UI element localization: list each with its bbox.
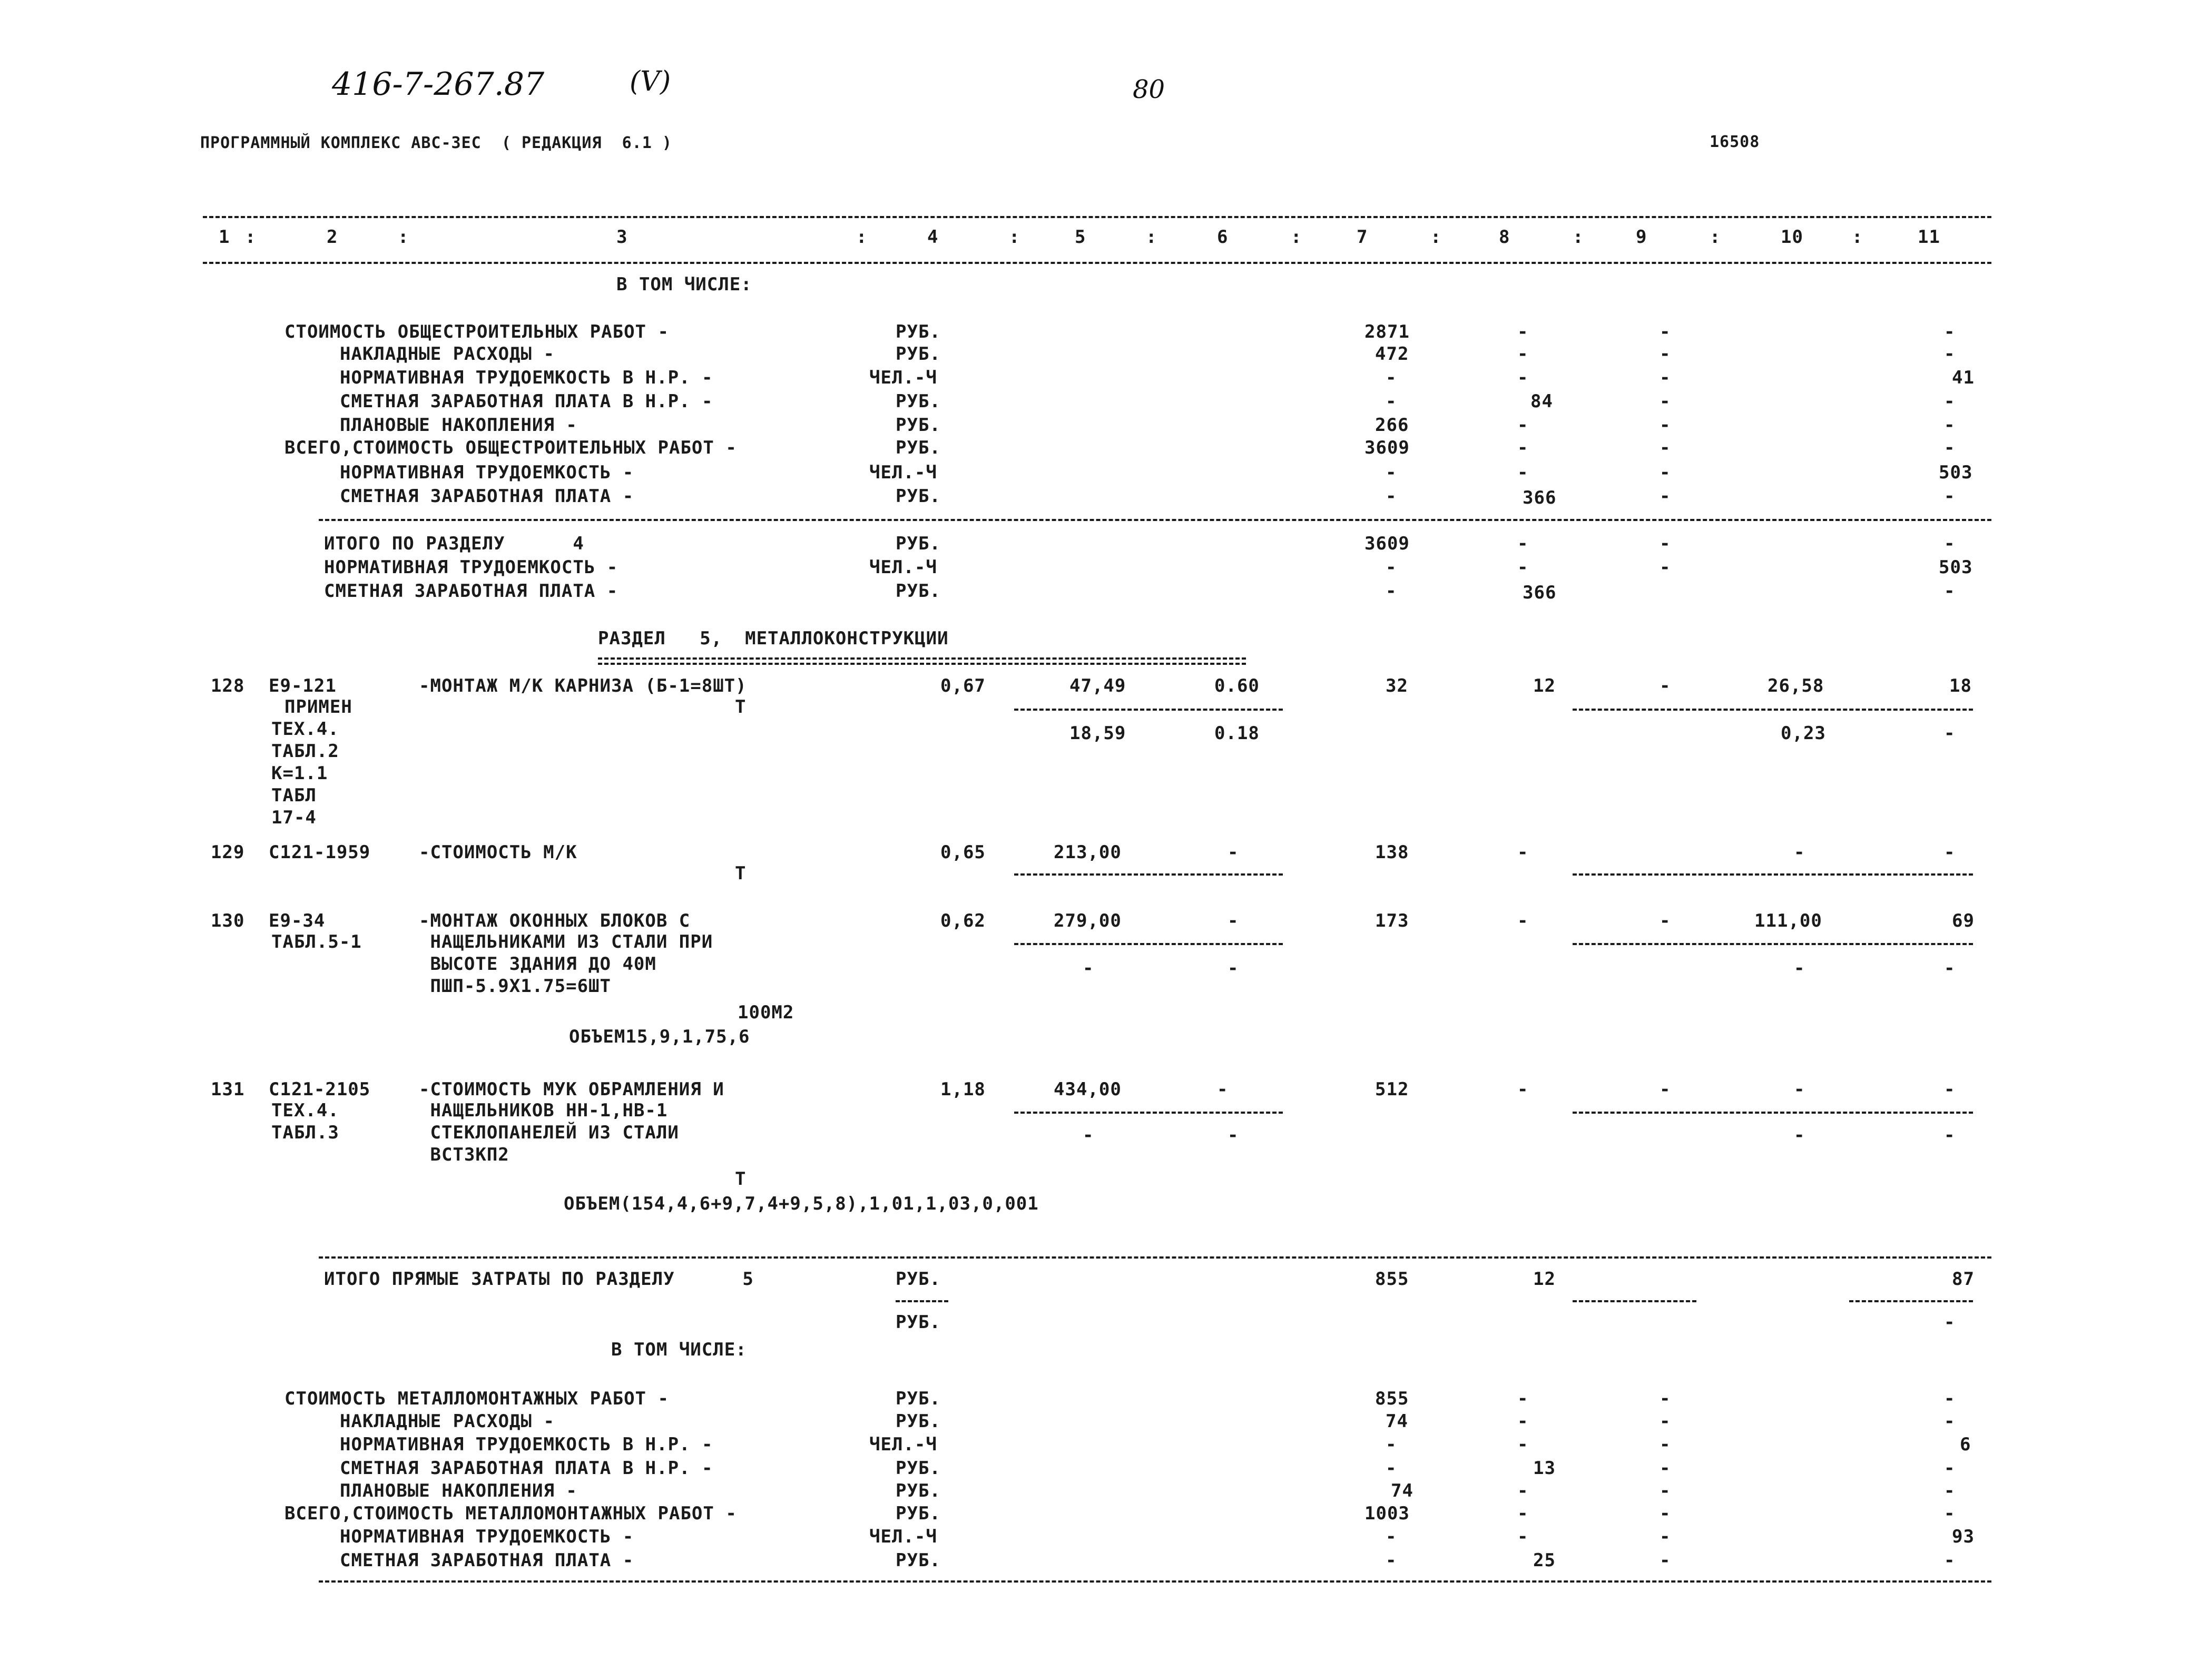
s5-row-c7: 74 — [1391, 1480, 1413, 1501]
s4-row-unit: РУБ. — [896, 391, 941, 412]
col-number-8: 8 — [1499, 227, 1510, 248]
item-c8: - — [1517, 910, 1529, 931]
item-sub-rule — [1573, 709, 1973, 711]
item-unit-line: 100М2 — [738, 1002, 794, 1023]
item-c10-sub: 0,23 — [1781, 723, 1826, 744]
s5-row-c7: - — [1386, 1550, 1397, 1571]
page-number: 80 — [1133, 75, 1165, 104]
s4-row-label: СМЕТНАЯ ЗАРАБОТНАЯ ПЛАТА - — [340, 486, 634, 507]
s5-itogo-label: ИТОГО ПРЯМЫЕ ЗАТРАТЫ ПО РАЗДЕЛУ 5 — [324, 1269, 754, 1290]
item-c6: - — [1228, 842, 1239, 863]
s4-in-including: В ТОМ ЧИСЛЕ: — [616, 274, 752, 295]
s4-row-unit: ЧЕЛ.-Ч — [869, 367, 937, 388]
header-top-rule — [203, 216, 1991, 218]
col-number-9: 9 — [1636, 227, 1647, 248]
s5-row-c8: - — [1517, 1434, 1529, 1455]
col-number-4: 4 — [927, 227, 939, 248]
item-c5: 279,00 — [1054, 910, 1122, 931]
item-c6-sub: 0.18 — [1214, 723, 1260, 744]
s4-itogo-label: НОРМАТИВНАЯ ТРУДОЕМКОСТЬ - — [324, 557, 618, 578]
item-c5-sub: - — [1083, 1125, 1094, 1146]
item-c5: 434,00 — [1054, 1079, 1122, 1100]
col-number-2: 2 — [327, 227, 338, 248]
item-qty: 0,65 — [940, 842, 986, 863]
s5-row-c11: 93 — [1952, 1526, 1975, 1547]
item-description: -МОНТАЖ М/К КАРНИЗА (Б-1=8ШТ) — [419, 675, 747, 696]
item-c9: - — [1660, 910, 1671, 931]
s5-itogo-c11-sub: - — [1944, 1312, 1956, 1333]
item-number: 129 — [211, 842, 245, 863]
s5-row-c11: - — [1944, 1550, 1956, 1571]
s5-row-c11: - — [1944, 1458, 1956, 1479]
s5-row-c8: - — [1517, 1503, 1529, 1524]
s4-row-label: СТОИМОСТЬ ОБЩЕСТРОИТЕЛЬНЫХ РАБОТ - — [284, 321, 669, 342]
s5-row-c9: - — [1660, 1458, 1671, 1479]
header-bottom-rule — [203, 262, 1991, 264]
s4-itogo-label: ИТОГО ПО РАЗДЕЛУ 4 — [324, 533, 584, 554]
item-description: -СТОИМОСТЬ МУК ОБРАМЛЕНИЯ И — [419, 1079, 724, 1100]
s4-row-label: НОРМАТИВНАЯ ТРУДОЕМКОСТЬ - — [340, 462, 634, 483]
s5-row-label: НАКЛАДНЫЕ РАСХОДЫ - — [340, 1411, 555, 1432]
item-description: ПШП-5.9Х1.75=6ШТ — [419, 976, 611, 997]
s4-itogo-c7: - — [1386, 581, 1397, 602]
s5-row-c9: - — [1660, 1388, 1671, 1409]
s5-row-label: СМЕТНАЯ ЗАРАБОТНАЯ ПЛАТА В Н.Р. - — [340, 1458, 713, 1479]
item-sub-rule — [1014, 1112, 1283, 1114]
item-code-line: ТЕХ.4. — [271, 1100, 339, 1121]
item-number: 128 — [211, 675, 245, 696]
s4-row-c8: - — [1517, 367, 1529, 388]
item-code-line: ТЕХ.4. — [271, 719, 339, 740]
s5-row-c7: 855 — [1375, 1388, 1409, 1409]
item-description: НАЩЕЛЬНИКОВ НН-1,НВ-1 — [419, 1100, 668, 1121]
s4-row-label: НАКЛАДНЫЕ РАСХОДЫ - — [340, 343, 555, 365]
s5-row-label: НОРМАТИВНАЯ ТРУДОЕМКОСТЬ - — [340, 1526, 634, 1547]
s5-row-unit: РУБ. — [896, 1550, 941, 1571]
item-sub-rule — [1014, 873, 1283, 876]
s4-row-c7: 472 — [1375, 343, 1409, 365]
s5-row-unit: ЧЕЛ.-Ч — [869, 1526, 937, 1547]
item-c11-sub: - — [1944, 1125, 1956, 1146]
item-c6: - — [1217, 1079, 1229, 1100]
item-code-line: ТАБЛ — [271, 785, 317, 806]
s5-row-c9: - — [1660, 1480, 1671, 1501]
item-c5-sub: - — [1083, 958, 1094, 979]
col-number-6: 6 — [1217, 227, 1229, 248]
s5-row-c11: - — [1944, 1411, 1956, 1432]
item-c7: 512 — [1375, 1079, 1409, 1100]
col-number-11: 11 — [1918, 227, 1940, 248]
bottom-rule — [319, 1580, 1991, 1583]
s4-row-c11: - — [1944, 437, 1956, 458]
col-number-1: 1 — [219, 227, 230, 248]
s4-row-label: ПЛАНОВЫЕ НАКОПЛЕНИЯ - — [340, 415, 577, 436]
item-c10-sub: - — [1794, 958, 1805, 979]
s5-row-c9: - — [1660, 1550, 1671, 1571]
item-description: НАЩЕЛЬНИКАМИ ИЗ СТАЛИ ПРИ — [419, 931, 713, 952]
s4-row-c7: - — [1386, 367, 1397, 388]
s4-row-c8: 366 — [1523, 487, 1557, 508]
s4-itogo-c9: - — [1660, 533, 1671, 554]
item-c11-sub: - — [1944, 958, 1956, 979]
item-code-line: С121-1959 — [269, 842, 371, 863]
s4-row-c11: - — [1944, 415, 1956, 436]
s4-row-c8: - — [1517, 437, 1529, 458]
program-title: ПРОГРАММНЫЙ КОМПЛЕКС АВС-ЗЕС ( РЕДАКЦИЯ 6.1 ) — [200, 134, 672, 152]
s4-itogo-rule — [319, 519, 1991, 521]
s4-row-unit: РУБ. — [896, 486, 941, 507]
item-t-mark: Т — [735, 696, 747, 718]
s4-row-c11: - — [1944, 321, 1956, 342]
item-sub-rule — [1573, 873, 1973, 876]
s4-row-unit: РУБ. — [896, 437, 941, 458]
col-number-10: 10 — [1781, 227, 1803, 248]
item-code-line: Е9-34 — [269, 910, 326, 931]
s5-row-c9: - — [1660, 1526, 1671, 1547]
item-code-line: ТАБЛ.5-1 — [271, 931, 362, 952]
item-c10: 26,58 — [1768, 675, 1824, 696]
item-t-mark: Т — [735, 1168, 747, 1190]
s4-row-c9: - — [1660, 343, 1671, 365]
s4-row-c11: - — [1944, 343, 1956, 365]
s4-row-c11: 503 — [1939, 462, 1973, 483]
item-description: -МОНТАЖ ОКОННЫХ БЛОКОВ С — [419, 910, 691, 931]
s4-row-unit: РУБ. — [896, 321, 941, 342]
s5-row-label: ПЛАНОВЫЕ НАКОПЛЕНИЯ - — [340, 1480, 577, 1501]
item-c7: 138 — [1375, 842, 1409, 863]
s4-row-c11: - — [1944, 486, 1956, 507]
s4-row-c9: - — [1660, 462, 1671, 483]
s4-row-label: ВСЕГО,СТОИМОСТЬ ОБЩЕСТРОИТЕЛЬНЫХ РАБОТ - — [284, 437, 737, 458]
s4-row-label: СМЕТНАЯ ЗАРАБОТНАЯ ПЛАТА В Н.Р. - — [340, 391, 713, 412]
s4-row-c9: - — [1660, 415, 1671, 436]
item-description: СТЕКЛОПАНЕЛЕЙ ИЗ СТАЛИ — [419, 1122, 679, 1143]
s4-itogo-c11: - — [1944, 533, 1956, 554]
s4-itogo-c8: - — [1517, 557, 1529, 578]
s4-row-c7: 2871 — [1364, 321, 1410, 342]
item-sub-rule — [1573, 1112, 1973, 1114]
s4-row-c9: - — [1660, 321, 1671, 342]
document-number: 416-7-267.87 — [332, 66, 545, 103]
s5-row-unit: РУБ. — [896, 1388, 941, 1409]
s5-row-label: СМЕТНАЯ ЗАРАБОТНАЯ ПЛАТА - — [340, 1550, 634, 1571]
s4-row-c11: 41 — [1952, 367, 1975, 388]
s5-row-c7: 74 — [1386, 1411, 1408, 1432]
section5-title: РАЗДЕЛ 5, МЕТАЛЛОКОНСТРУКЦИИ — [598, 628, 949, 649]
item-qty: 0,62 — [940, 910, 986, 931]
item-code-line: Е9-121 — [269, 675, 337, 696]
s4-row-unit: ЧЕЛ.-Ч — [869, 462, 937, 483]
s5-row-unit: РУБ. — [896, 1458, 941, 1479]
col-number-3: 3 — [616, 227, 628, 248]
s5-itogo-unit: РУБ. — [896, 1269, 941, 1290]
s4-itogo-c7: - — [1386, 557, 1397, 578]
item-c6-sub: - — [1228, 958, 1239, 979]
s5-row-c11: - — [1944, 1503, 1956, 1524]
s5-row-c7: - — [1386, 1434, 1397, 1455]
s4-row-c7: 3609 — [1364, 437, 1410, 458]
s5-row-label: СТОИМОСТЬ МЕТАЛЛОМОНТАЖНЫХ РАБОТ - — [284, 1388, 669, 1409]
item-description: -СТОИМОСТЬ М/К — [419, 842, 577, 863]
section5-title-underline — [598, 657, 1246, 660]
item-c7: 32 — [1386, 675, 1408, 696]
s5-row-unit: РУБ. — [896, 1503, 941, 1524]
item-code-line: 17-4 — [271, 807, 317, 828]
s4-row-c11: - — [1944, 391, 1956, 412]
s4-row-c8: - — [1517, 321, 1529, 342]
s5-row-c7: - — [1386, 1526, 1397, 1547]
s5-row-label: ВСЕГО,СТОИМОСТЬ МЕТАЛЛОМОНТАЖНЫХ РАБОТ - — [284, 1503, 737, 1524]
s5-row-c9: - — [1660, 1434, 1671, 1455]
item-c6-sub: - — [1228, 1125, 1239, 1146]
s5-itogo-c7: 855 — [1375, 1269, 1409, 1290]
s4-itogo-c11: 503 — [1939, 557, 1973, 578]
code-number: 16508 — [1710, 133, 1760, 151]
s5-row-unit: РУБ. — [896, 1411, 941, 1432]
item-c6: 0.60 — [1214, 675, 1260, 696]
s5-row-unit: ЧЕЛ.-Ч — [869, 1434, 937, 1455]
s5-in-including: В ТОМ ЧИСЛЕ: — [611, 1339, 747, 1360]
item-c5-sub: 18,59 — [1069, 723, 1126, 744]
s5-row-c11: - — [1944, 1388, 1956, 1409]
item-c6: - — [1228, 910, 1239, 931]
s5-row-c8: - — [1517, 1411, 1529, 1432]
s5-itogo-sub-rule — [1849, 1300, 1973, 1302]
s5-itogo-sub-rule — [1573, 1300, 1696, 1302]
s5-row-c7: 1003 — [1364, 1503, 1410, 1524]
s5-row-c9: - — [1660, 1503, 1671, 1524]
s4-row-c9: - — [1660, 486, 1671, 507]
item-description: ВЫСОТЕ ЗДАНИЯ ДО 40М — [419, 954, 656, 975]
s5-row-c8: 25 — [1533, 1550, 1556, 1571]
col-number-5: 5 — [1075, 227, 1086, 248]
s4-itogo-c9: - — [1660, 557, 1671, 578]
s4-itogo-unit: РУБ. — [896, 581, 941, 602]
s5-itogo-unit-2: РУБ. — [896, 1312, 941, 1333]
s4-itogo-c8: 366 — [1523, 582, 1557, 603]
item-c5: 47,49 — [1069, 675, 1126, 696]
item-qty: 1,18 — [940, 1079, 986, 1100]
item-number: 131 — [211, 1079, 245, 1100]
s5-row-c8: - — [1517, 1526, 1529, 1547]
s4-itogo-c11: - — [1944, 581, 1956, 602]
s4-itogo-c8: - — [1517, 533, 1529, 554]
s4-row-unit: РУБ. — [896, 343, 941, 365]
s4-row-unit: РУБ. — [896, 415, 941, 436]
item-c11: 18 — [1949, 675, 1972, 696]
s4-row-label: НОРМАТИВНАЯ ТРУДОЕМКОСТЬ В Н.Р. - — [340, 367, 713, 388]
item-c10: - — [1794, 842, 1805, 863]
item-c11: - — [1944, 1079, 1956, 1100]
col-number-7: 7 — [1357, 227, 1368, 248]
s5-row-c11: 6 — [1960, 1434, 1971, 1455]
s4-itogo-unit: РУБ. — [896, 533, 941, 554]
s4-row-c9: - — [1660, 391, 1671, 412]
item-sub-rule — [1573, 943, 1973, 945]
item-sub-rule — [1014, 943, 1283, 945]
document-page: 416-7-267.87 (V) 80 ПРОГРАММНЫЙ КОМПЛЕКС АВС-ЗЕС ( РЕДАКЦИЯ 6.1 ) 16508 1 2 3 4 5 6 7 8 9 10 11 : : : : : : : : : : В ТОМ ЧИСЛЕ: СТОИМОСТЬ ОБЩЕСТРОИТЕЛЬНЫХ РАБОТ - РУБ. 2871 - - - НАКЛАДНЫЕ РАСХОДЫ - РУБ. 472 - - - НОРМАТИВНАЯ ТРУДОЕМКОСТЬ В Н.Р. - ЧЕЛ.-Ч - - - 41 СМЕТНАЯ ЗАРАБОТНАЯ ПЛАТА В Н.Р. - РУБ. - 84 - - ПЛАНОВЫЕ НАКОПЛЕНИЯ - РУБ. 266 - - - ВСЕГО,СТОИМОСТЬ ОБЩЕСТРОИТЕЛЬНЫХ РАБОТ - РУБ. 3609 - - - НОРМАТИВНАЯ ТРУДОЕМКОСТЬ - ЧЕЛ.-Ч - - - 503 СМЕТНАЯ ЗАРАБОТНАЯ ПЛАТА - РУБ. - 366 - - ИТОГО ПО РАЗДЕЛУ 4 РУБ. 3609 - - - НОРМАТИВНАЯ ТРУДОЕМКОСТЬ - ЧЕЛ.-Ч - - - 503 СМЕТНАЯ ЗАРАБОТНАЯ ПЛАТА - РУБ. - 366 - РАЗДЕЛ 5, МЕТАЛЛОКОНСТРУКЦИИ 128 Е9-121 ПРИМЕН ТЕХ.4. ТАБЛ.2 К=1.1 ТАБЛ 17-4 -МОНТАЖ М/К КАРНИЗА (Б-1=8ШТ) Т 0,67 47,49 0.60 32 12 - 26,58 18 18,59 0.18 0,23 - 129 С121-1959 -СТОИМОСТЬ М/К Т 0,65 213,00 - 138 - - - 130 Е9-34 ТАБЛ.5-1 -МОНТАЖ ОКОННЫХ БЛОКОВ С НАЩЕЛЬНИКАМИ ИЗ СТАЛИ ПРИ ВЫСОТЕ ЗДАНИЯ ДО 40М ПШП-5.9Х1.75=6ШТ 100М2 ОБЪЕМ15,9,1,75,6 0,62 279,00 - 173 - - 111,00 69 - - - - 131 С121-2105 ТЕХ.4. ТАБЛ.3 -СТОИМОСТЬ МУК ОБРАМЛЕНИЯ И НАЩЕЛЬНИКОВ НН-1,НВ-1 СТЕКЛОПАНЕЛЕЙ ИЗ СТАЛИ ВСТЗКП2 Т ОБЪЕМ(154,4,6+9,7,4+9,5,8),1,01,1,03,0,001 1,18 434,00 - 512 - - - - - - - - ИТОГО ПРЯМЫЕ ЗАТРАТЫ ПО РАЗДЕЛУ 5 РУБ. РУБ. 855 12 87 - В ТОМ ЧИСЛЕ: СТОИМОСТЬ МЕТАЛЛОМОНТАЖНЫХ РАБОТ - РУБ. 855 - - - НАКЛАДНЫЕ РАСХОДЫ - РУБ. 74 - - - НОРМАТИВНАЯ ТРУДОЕМКОСТЬ В Н.Р. - ЧЕЛ.-Ч - - - 6 СМЕТНАЯ ЗАРАБОТНАЯ ПЛАТА В Н.Р. - РУБ. - 13 - - ПЛАНОВЫЕ НАКОПЛЕНИЯ - РУБ. 74 - - - ВСЕГО,СТОИМОСТЬ МЕТАЛЛОМОНТАЖНЫХ РАБОТ - РУБ. 1003 - - - НОРМАТИВНАЯ ТРУДОЕМКОСТЬ - ЧЕЛ.-Ч - - - 93 СМЕТНАЯ ЗАРАБОТНАЯ ПЛАТА - РУБ. - 25 - - — [0, 0, 2209, 1680]
s5-itogo-sub-rule — [896, 1300, 948, 1302]
item-volume-formula: ОБЪЕМ(154,4,6+9,7,4+9,5,8),1,01,1,03,0,001 — [564, 1193, 1039, 1214]
s5-itogo-c11: 87 — [1952, 1269, 1975, 1290]
item-code-line: С121-2105 — [269, 1079, 371, 1100]
item-description: ВСТЗКП2 — [419, 1144, 509, 1165]
item-volume-formula: ОБЪЕМ15,9,1,75,6 — [569, 1026, 750, 1047]
s4-row-c7: - — [1386, 391, 1397, 412]
item-c7: 173 — [1375, 910, 1409, 931]
item-c11: 69 — [1952, 910, 1975, 931]
s5-itogo-c8: 12 — [1533, 1269, 1556, 1290]
item-c10: 111,00 — [1754, 910, 1822, 931]
s5-row-label: НОРМАТИВНАЯ ТРУДОЕМКОСТЬ В Н.Р. - — [340, 1434, 713, 1455]
s5-row-c8: 13 — [1533, 1458, 1556, 1479]
s4-itogo-label: СМЕТНАЯ ЗАРАБОТНАЯ ПЛАТА - — [324, 581, 618, 602]
s4-itogo-unit: ЧЕЛ.-Ч — [869, 557, 937, 578]
item-code-line: К=1.1 — [271, 763, 328, 784]
item-code-line: ТАБЛ.2 — [271, 741, 339, 762]
s4-row-c7: - — [1386, 486, 1397, 507]
s5-row-c8: - — [1517, 1388, 1529, 1409]
item-t-mark: Т — [735, 863, 747, 884]
item-c11-sub: - — [1944, 723, 1956, 744]
item-code-line: ПРИМЕН — [284, 696, 352, 718]
s5-row-c9: - — [1660, 1411, 1671, 1432]
s4-row-c8: 84 — [1530, 391, 1553, 412]
item-c8: - — [1517, 1079, 1529, 1100]
item-qty: 0,67 — [940, 675, 986, 696]
item-number: 130 — [211, 910, 245, 931]
s4-row-c7: - — [1386, 462, 1397, 483]
s4-row-c8: - — [1517, 462, 1529, 483]
s4-row-c9: - — [1660, 367, 1671, 388]
item-sub-rule — [1014, 709, 1283, 711]
s4-row-c7: 266 — [1375, 415, 1409, 436]
s5-row-c8: - — [1517, 1480, 1529, 1501]
item-c10-sub: - — [1794, 1125, 1805, 1146]
s4-itogo-c7: 3609 — [1364, 533, 1410, 554]
item-c5: 213,00 — [1054, 842, 1122, 863]
s5-row-c7: - — [1386, 1458, 1397, 1479]
volume-mark: (V) — [630, 66, 671, 97]
item-c11: - — [1944, 842, 1956, 863]
s4-row-c8: - — [1517, 415, 1529, 436]
item-c10: - — [1794, 1079, 1805, 1100]
item-c9: - — [1660, 1079, 1671, 1100]
s4-row-c9: - — [1660, 437, 1671, 458]
item-c8: - — [1517, 842, 1529, 863]
s5-row-c11: - — [1944, 1480, 1956, 1501]
item-code-line: ТАБЛ.3 — [271, 1122, 339, 1143]
s4-row-c8: - — [1517, 343, 1529, 365]
s5-itogo-rule — [319, 1256, 1991, 1259]
s5-row-unit: РУБ. — [896, 1480, 941, 1501]
item-c9: - — [1660, 675, 1671, 696]
item-c8: 12 — [1533, 675, 1556, 696]
